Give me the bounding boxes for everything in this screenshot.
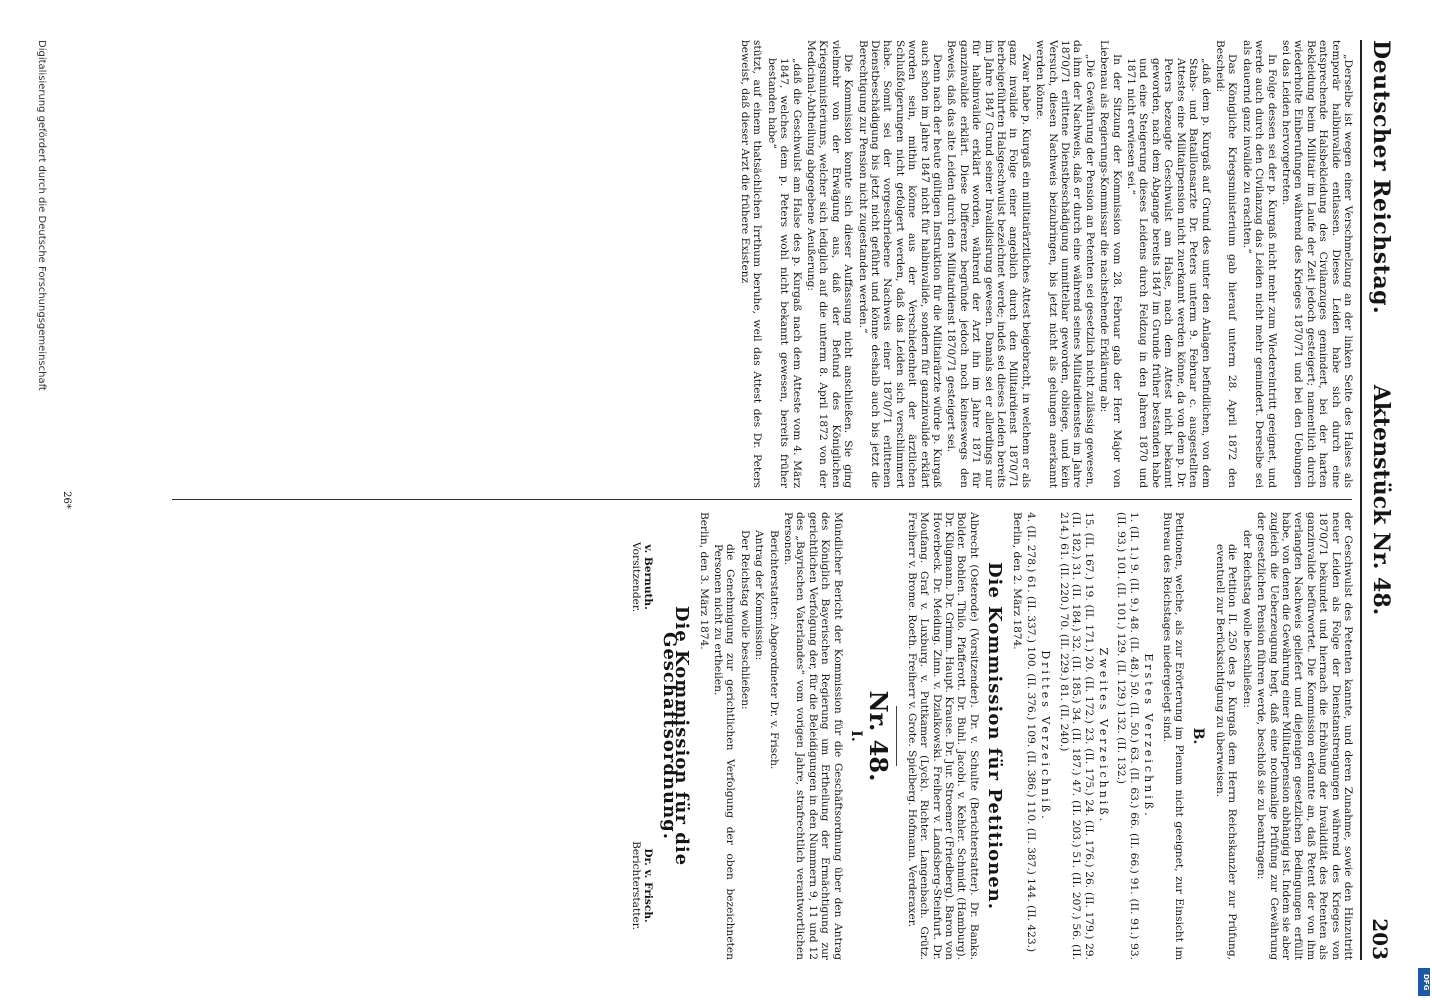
date-line: Berlin, den 3. März 1874. — [697, 512, 710, 650]
column-divider — [172, 499, 1352, 500]
petition-list: 15. (II. 167.) 19. (II. 171.) 20. (II. 172.) 23. (II. 175.) 24. (II. 176.) 26. (II. 179.) 29. (II. 182.) 31. (II. 184.) 32. (II. 185.) 34. (II. 187.) 47. (II. 203.) 51. (II. 207.) 56. (II. 214.) 61. (II. 220.) 70. (II. 229.) 81. (II. 240.) — [1057, 512, 1095, 960]
date-line: Berlin, den 2. März 1874. — [1010, 512, 1023, 650]
paragraph: Das Königliche Kriegsministerium gab hierauf unterm 28. April 1872 den Bescheid: — [1213, 40, 1239, 488]
paragraph: stützt, auf einem thatsächlichen Irrthum beruhe, weil das Attest des Dr. Peters beweist, daß dieser Arzt die frühere Existenz — [738, 40, 764, 488]
report-title: Mündlicher Bericht der Kommission für die Geschäftsordnung über den Antrag des Königlich Bayerischen Regierung um Ertheilung der Ermächtigung zur gerichtlichen Verfolgung der, für die Beleidigungen in den Nummern 9, 11 und 12 des „Bayrischen Vaterlandes“ vom vorigen Jahre, strafrechtlich verantwortlichen Personen. — [781, 512, 844, 960]
list-title: Erstes Verzeichniß. — [1142, 653, 1156, 819]
signature-name: v. Bernuth. — [642, 544, 655, 610]
folio-mark: 26* — [61, 491, 72, 509]
right-column — [630, 512, 1355, 960]
paragraph: „Die Gewährung der Pension an Petenten sei gesetzlich nicht zulässig gewesen, da ihm der Nachweis, daß er durch eine während seines Militairdienstes im Jahre 1870/71 erlittene Dienstbeschädigung unmittelbar geworden, obliege, und kein Versuch, diesen Nachweis beizubringen, bis jetzt nicht als gelungen anerkannt werden könne. — [1034, 40, 1096, 488]
quoted-paragraph: „daß dem p. Kurgaß auf Grund des unter den Anlagen befindlichen, von dem Stabs- und Bataillonsarzte Dr. Peters unterm 9. Februar c. ausgestellten Attestes eine Militairpension nicht zuerkannt werden könne, da von dem p. Dr. Peters bezeugte Geschwulst am Halse, nach dem Attest nicht bekannt geworden, nach dem Abgange bereits 1847 im Grunde früher bestanden habe und eine Steigerung dieses Leidens durch Feldzug in den Jahren 1870 und 1871 nicht erwiesen sei.“ — [1125, 58, 1212, 488]
quoted-paragraph: „daß die Geschwulst am Halse des p. Kurgaß nach dem Atteste vom 4. März 1847, welches dem p. Peters wohl nicht bekannt gewesen, bereits früher bestanden habe“ — [765, 58, 803, 488]
digitization-credit: Digitalisierung gefördert durch die Deutsche Forschungsgemeinschaft — [36, 40, 47, 391]
commission-heading: Die Kommission für die Geschäftsordnung. — [658, 605, 693, 867]
paragraph: Petitionen, welche, als zur Erörterung im Plenum nicht geeignet, zur Einsicht im Bureau des Reichstages niedergelegt sind. — [1160, 512, 1186, 960]
motion-label: Antrag der Kommission: — [753, 530, 766, 661]
signature-left — [630, 542, 655, 612]
petition-list: 1. (II. 1.) 9. (II. 9.) 48. (II. 48.) 50. (II. 50.) 63. (II. 63.) 66. (II. 66.) 91. (II. 91.) 93. (II. 93.) 101. (II. 101.) 129. (II. 129.) 132. (II. 132.) — [1115, 512, 1140, 960]
left-column — [737, 40, 1355, 488]
dfg-logo: DFG — [1418, 968, 1430, 996]
header-document-number: Aktenstück Nr. 48. — [1368, 384, 1394, 616]
roman-numeral-heading: I. — [848, 730, 864, 742]
page-number: 203 — [1368, 918, 1392, 960]
divider — [896, 706, 897, 766]
paragraph: In Folge dessen sei der p. Kurgaß nicht mehr zum Wiedereintritt geeignet, und werde auch durch den Civilanzug das Leiden nicht mehr gemindert. Derselbe sei als dauernd ganz invalide zu erachten.“ — [1240, 40, 1278, 488]
paragraph: Zwar habe p. Kurgaß ein militairärztliches Attest beigebracht, in welchem er als ganz invalide in Folge einer angeblich durch den Militairdienst 1870/71 herbeigeführten Halsgeschwulst bezeichnet werde; indeß sei dieses Leiden bereits im Jahre 1847 Grund seiner Invalidisirung gewesen. Damals sei er allerdings nur für halbinvalide erklärt worden, während der Arzt ihn im Jahre 1871 für ganzinvalide erklärt. Diese Differenz begründe jedoch noch keineswegs den Beweis, daß das alte Leiden durch den Militairdienst 1870/71 gesteigert sei. — [945, 40, 1032, 488]
signature-name: Dr. v. Frisch. — [642, 848, 655, 923]
signature-block — [630, 512, 655, 960]
paragraph: In der Sitzung der Kommission vom 28. Februar gab der Herr Major von Liebenau als Regierungs-Kommissar die nachstehende Erklärung ab: — [1098, 40, 1123, 488]
resolution-intro: Der Reichstag wolle beschließen: — [738, 530, 751, 710]
resolution-text: die Petition II. 250 des p. Kurgaß dem Herrn Reichskanzler zur Prüfung, eventuell zur Berücksichtigung zu überweisen. — [1213, 544, 1239, 960]
resolution-intro: der Reichstag wolle beschließen: — [1240, 530, 1253, 708]
section-heading: B. — [1189, 727, 1206, 745]
commission-heading: Die Kommission für Petitionen. — [984, 561, 1006, 911]
paragraph: „Derselbe ist wegen einer Verschmelzung an der linken Seite des Halses als temporär halbinvalide entlassen. Dieses Leiden habe sich durch eine entsprechende Halsbekleidung des Civilanzuges gemindert, bei der harten Bekleidung beim Militair im Laufe der Zeit jedoch gesteigert; namentlich durch wiederholte Einberufungen während des Krieges 1870/71 und bei den Uebungen sei das Leiden hervorgetreten. — [1279, 40, 1354, 488]
header-title: Deutscher Reichstag. — [1368, 40, 1394, 315]
paragraph: Denn nach der heute gültigen Instruktion für die Militairärzte würde p. Kurgaß auch schon im Jahre 1847 nicht für halbinvalide, sondern für ganzinvalide erklärt worden sein, mithin könne aus der Verschiedenheit der ärztlichen Schlußfolgerungen nicht gefolgert werden, daß das Leiden sich verschlimmert habe. Somit sei der vorgeschriebene Nachweis einer 1870/71 erlittenen Dienstbeschädigung bis jetzt nicht geführt und könne deshalb auch bis jetzt die Berechtigung zur Pension nicht zugestanden werden.“ — [856, 40, 943, 488]
petition-list: 4. (II. 278.) 61. (II. 337.) 100. (II. 376.) 109. (II. 386.) 110. (II. 387.) 144. (II. 423.) — [1025, 512, 1038, 953]
resolution-text: die Genehmigung zur gerichtlichen Verfolgung der oben bezeichneten Personen nicht zu ertheilen. — [711, 544, 737, 960]
member-list: Albrecht (Osterode) (Vorsitzender). Dr. v. Schulte (Berichterstatter). Dr. Banks. Bolder. Bohlen. Thilo. Pfafferott. Dr. Buhl. Jacobi. v. Kehler. Schmidt (Hamburg). Dr. Klügmann. Dr. Grimm. Haupt. Krause. Dr. Jur. Stroemer (Friedberg). Baron von Hoverbeck. Dr. Meiding. Zinn. v. Dzialkowski. Freiherr v. Landsberg-Steinfurt. Dr. Moufang. Graf v. Luxburg. v. Puttkamer (Lyck). Richter. Langenbach. Grütz. Freiherr v. Brome. Roeth. Freiherr v. Grote. Spielberg. Hofmann. Verderaxer. — [905, 512, 980, 960]
paragraph: Die Kommission konnte sich dieser Auffassung nicht anschließen. Sie ging vielmehr von der Erwägung aus, daß der Befund des Königlichen Kriegsministeriums, welcher sich lediglich auf die unterm 8. April 1872 von der Medicinal-Abtheilung abgegebene Aeußerung: — [804, 40, 855, 488]
signature-right — [630, 841, 655, 930]
page-header — [1360, 40, 1402, 960]
document-number-heading: Nr. 48. — [864, 690, 894, 782]
signature-role: Vorsitzender. — [629, 542, 642, 613]
signature-role: Berichterstatter. — [629, 841, 642, 930]
list-title: Zweites Verzeichniß. — [1097, 647, 1111, 825]
reporter-line: Berichterstatter: Abgeordneter Dr. v. Frisch. — [767, 530, 780, 770]
list-title: Drittes Verzeichniß. — [1039, 650, 1053, 822]
paragraph: der Geschwulst des Petenten kannte, und deren Zunahme, sowie den Hinzutritt neuer Leiden als Folge der Dienstanstrengungen während des Krieges von 1870/71 bekundet und hiernach die Erhöhung der Invalidität des Petenten als ganzinvalide befürwortet. Die Kommission erkannte an, daß Petent der von ihm verlangten Nachweis geliefert und diejenigen gesetzlichen Bedingungen erfüllt habe, von denen die Gewährung einer Militairpension abhängig ist. Indem sie aber zugleich die Ueberzeugung hegt, daß eine nochmalige Prüfung zur Gewährung der gesetzlichen Pension führen werde, beschloß sie zu beantragen: — [1255, 512, 1354, 960]
